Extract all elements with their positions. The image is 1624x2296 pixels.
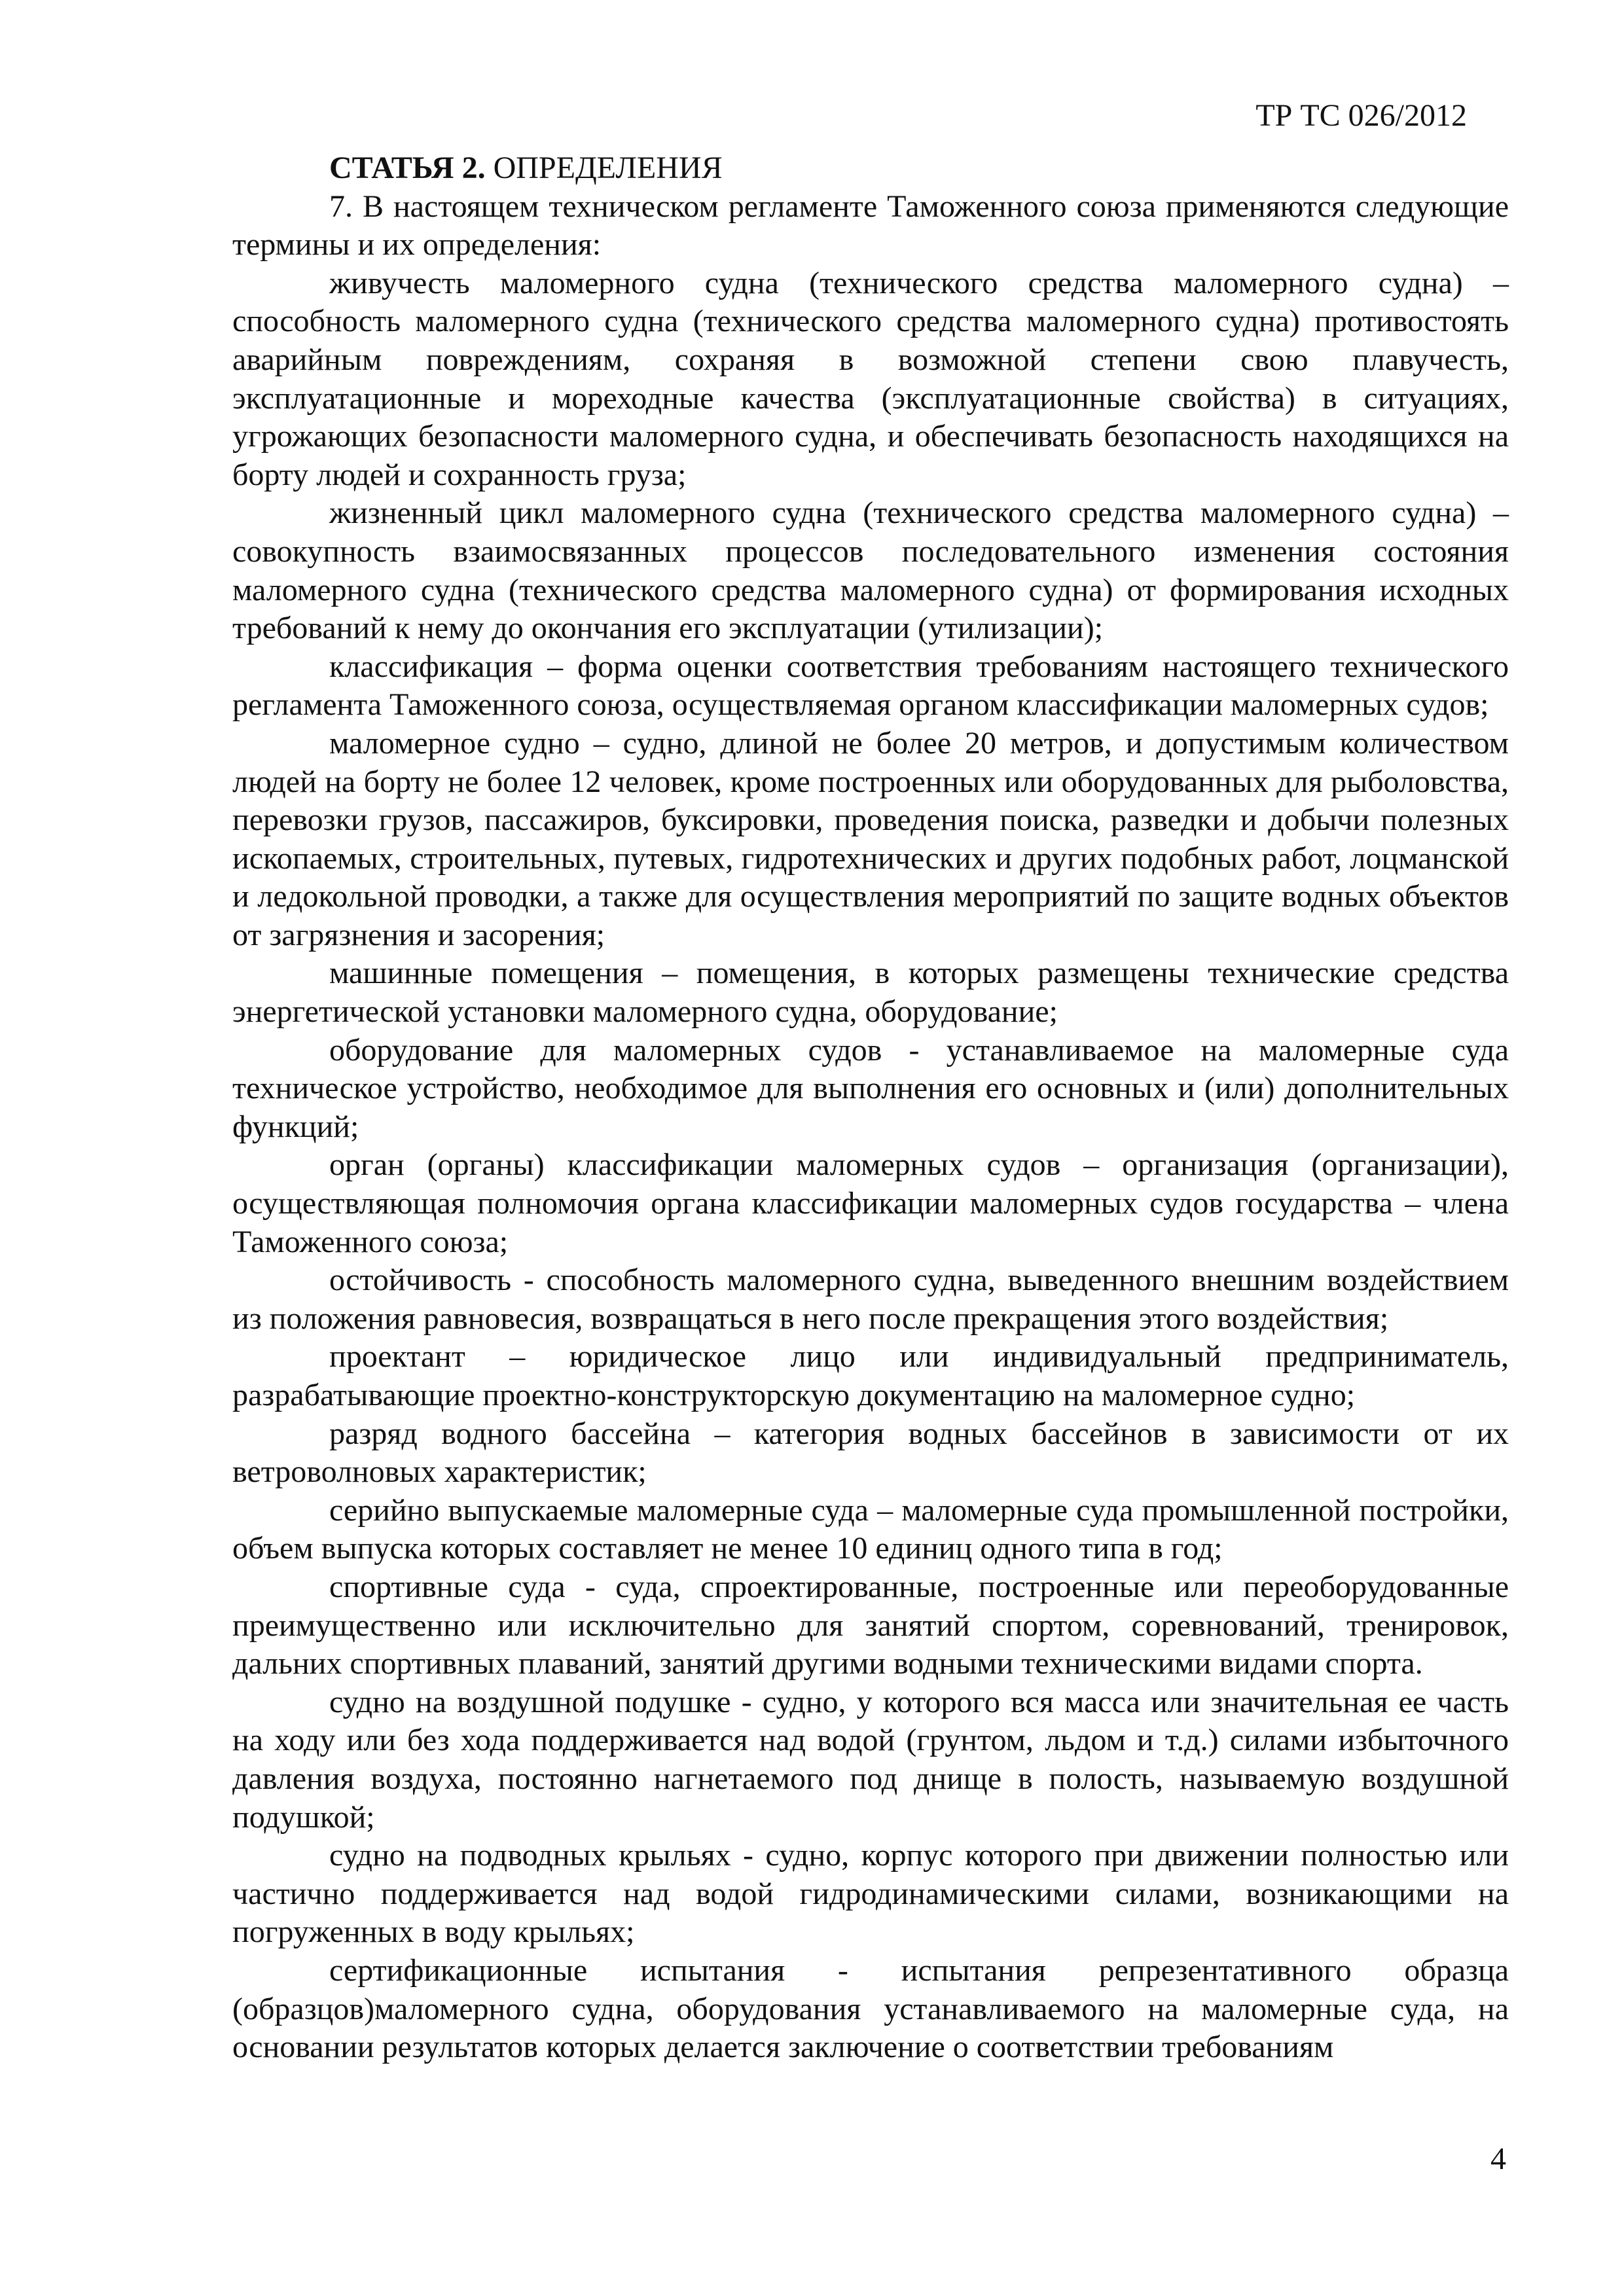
definition-paragraph: разряд водного бассейна – категория водных бассейнов в зависимости от их ветроволновых характеристик; [232,1416,1509,1490]
definition-paragraph: остойчивость - способность маломерного судна, выведенного внешним воздействием из положения равновесия, возвращаться в него после прекращения этого воздействия; [232,1263,1509,1336]
definition-paragraph: оборудование для маломерных судов - устанавливаемое на маломерные суда техническое устройство, необходимое для выполнения его основных и (или) дополнительных функций; [232,1032,1509,1144]
article-title: ОПРЕДЕЛЕНИЯ [493,151,723,185]
definition-paragraph: судно на подводных крыльях - судно, корпус которого при движении полностью или частично поддерживается над водой гидродинамическими силами, возникающими на погруженных в воду крыльях; [232,1838,1509,1950]
definition-paragraph: жизненный цикл маломерного судна (технического средства маломерного судна) – совокупность взаимосвязанных процессов последовательного изменения состояния маломерного судна (технического средства маломерного судна) от формирования исходных требований к нему до окончания его эксплуатации (утилизации); [232,495,1509,646]
paragraph-intro: 7. В настоящем техническом регламенте Таможенного союза применяются следующие термины и их определения: [232,188,1509,262]
definition-paragraph: серийно выпускаемые маломерные суда – маломерные суда промышленной постройки, объем выпуска которых составляет не менее 10 единиц одного типа в год; [232,1492,1509,1566]
definition-paragraph: судно на воздушной подушке - судно, у которого вся масса или значительная ее часть на ходу или без хода поддерживается над водой (грунтом, льдом и т.д.) силами избыточного давления воздуха, постоянно нагнетаемого под днище в полость, называемую воздушной подушкой; [232,1684,1509,1835]
document-code: ТР ТС 026/2012 [1255,98,1467,133]
definition-paragraph: орган (органы) классификации маломерных судов – организация (организации), осуществляющая полномочия органа классификации маломерных судов государства – члена Таможенного союза; [232,1147,1509,1259]
page-number: 4 [1490,2142,1506,2176]
definition-paragraph: классификация – форма оценки соответствия требованиям настоящего технического регламента Таможенного союза, осуществляемая органом классификации маломерных судов; [232,649,1509,723]
definition-paragraph: спортивные суда - суда, спроектированные, построенные или переоборудованные преимущественно или исключительно для занятий спортом, соревнований, тренировок, дальних спортивных плаваний, занятий другими водными техническими видами спорта. [232,1569,1509,1681]
definition-paragraph: живучесть маломерного судна (технического средства маломерного судна) – способность маломерного судна (технического средства маломерного судна) противостоять аварийным повреждениям, сохраняя в возможной степени свою плавучесть, эксплуатационные и мореходные качества (эксплуатационные свойства) в ситуациях, угрожающих безопасности маломерного судна, и обеспечивать безопасность находящихся на борту людей и сохранность груза; [232,265,1509,492]
definition-paragraph: проектант – юридическое лицо или индивидуальный предприниматель, разрабатывающие проектно-конструкторскую документацию на маломерное судно; [232,1339,1509,1412]
definition-paragraph: машинные помещения – помещения, в которых размещены технические средства энергетической установки маломерного судна, оборудование; [232,956,1509,1030]
document-body [232,149,1509,2067]
article-heading [232,149,1509,188]
definition-paragraph: маломерное судно – судно, длиной не более 20 метров, и допустимым количеством людей на борту не более 12 человек, кроме построенных или оборудованных для рыболовства, перевозки грузов, пассажиров, буксировки, проведения поиска, разведки и добычи полезных ископаемых, строительных, путевых, гидротехнических и других подобных работ, лоцманской и ледокольной проводки, а также для осуществления мероприятий по защите водных объектов от загрязнения и засорения; [232,725,1509,952]
article-label: СТАТЬЯ 2. [329,151,486,185]
definition-paragraph: сертификационные испытания - испытания репрезентативного образца (образцов)маломерного судна, оборудования устанавливаемого на маломерные суда, на основании результатов которых делается заключение о соответствии требованиям [232,1952,1509,2065]
